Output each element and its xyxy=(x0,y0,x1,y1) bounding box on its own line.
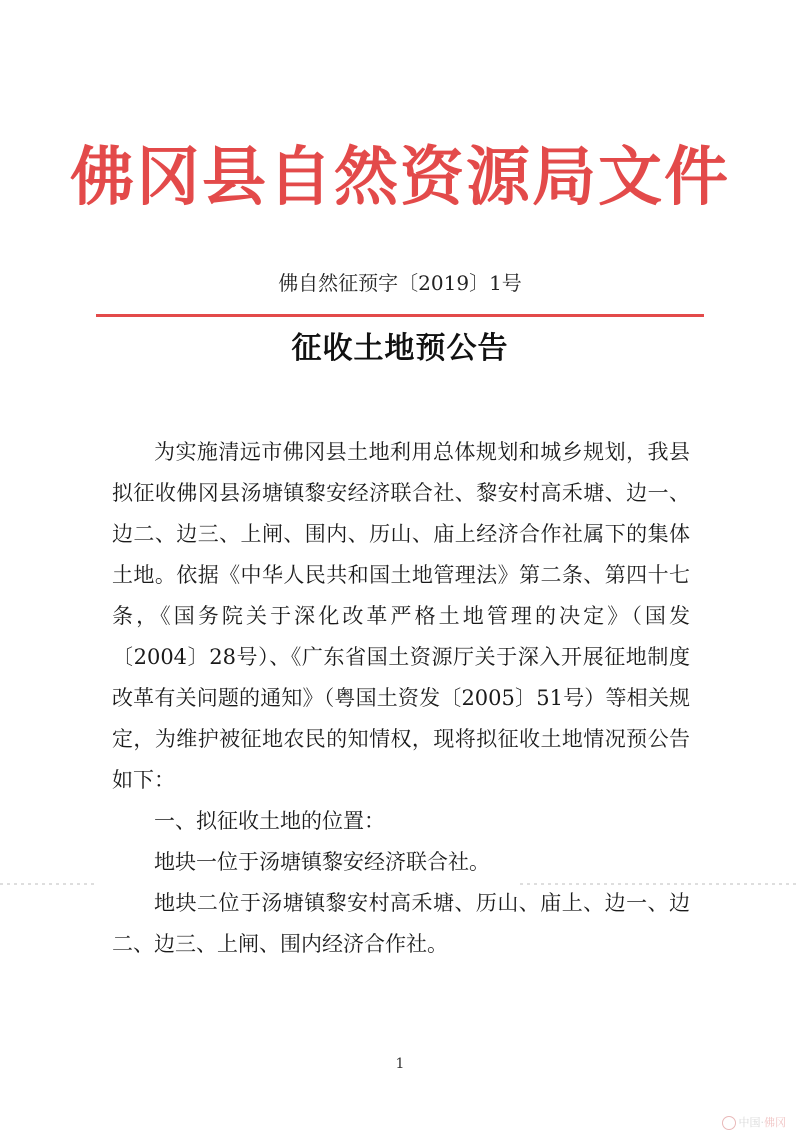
red-divider xyxy=(96,314,704,317)
document-header-title: 佛冈县自然资源局文件 xyxy=(70,140,730,215)
watermark-prefix: 中国· xyxy=(738,1116,764,1129)
scan-noise-left xyxy=(0,883,96,885)
paragraph-parcel-one: 地块一位于汤塘镇黎安经济联合社。 xyxy=(154,850,490,874)
notice-title: 征收土地预公告 xyxy=(291,331,509,366)
notice-body xyxy=(112,432,690,965)
paragraph-section-heading: 一、拟征收土地的位置： xyxy=(154,809,385,833)
watermark-logo-icon xyxy=(722,1116,736,1130)
watermark-accent: 佛冈 xyxy=(764,1116,786,1129)
paragraph-intro: 为实施清远市佛冈县土地利用总体规划和城乡规划，我县拟征收佛冈县汤塘镇黎安经济联合社、黎安村高禾塘、边一、边二、边三、上闸、围内、历山、庙上经济合作社属下的集体土地。依据《中华人民共和国土地管理法》第二条、第四十七条，《国务院关于深化改革严格土地管理的决定》（国发〔2004〕28号）、《广东省国土资源厅关于深入开展征地制度改革有关问题的通知》（粤国土资发〔2005〕51号）等相关规定，为维护被征地农民的知情权，现将拟征收土地情况预公告如下： xyxy=(112,440,690,792)
watermark xyxy=(722,1114,787,1130)
document-number: 佛自然征预字〔2019〕1号 xyxy=(278,271,522,295)
page-number: 1 xyxy=(395,1056,405,1072)
scan-noise-right xyxy=(520,883,800,885)
paragraph-parcel-two: 地块二位于汤塘镇黎安村高禾塘、历山、庙上、边一、边二、边三、上闸、围内经济合作社。 xyxy=(112,891,690,956)
